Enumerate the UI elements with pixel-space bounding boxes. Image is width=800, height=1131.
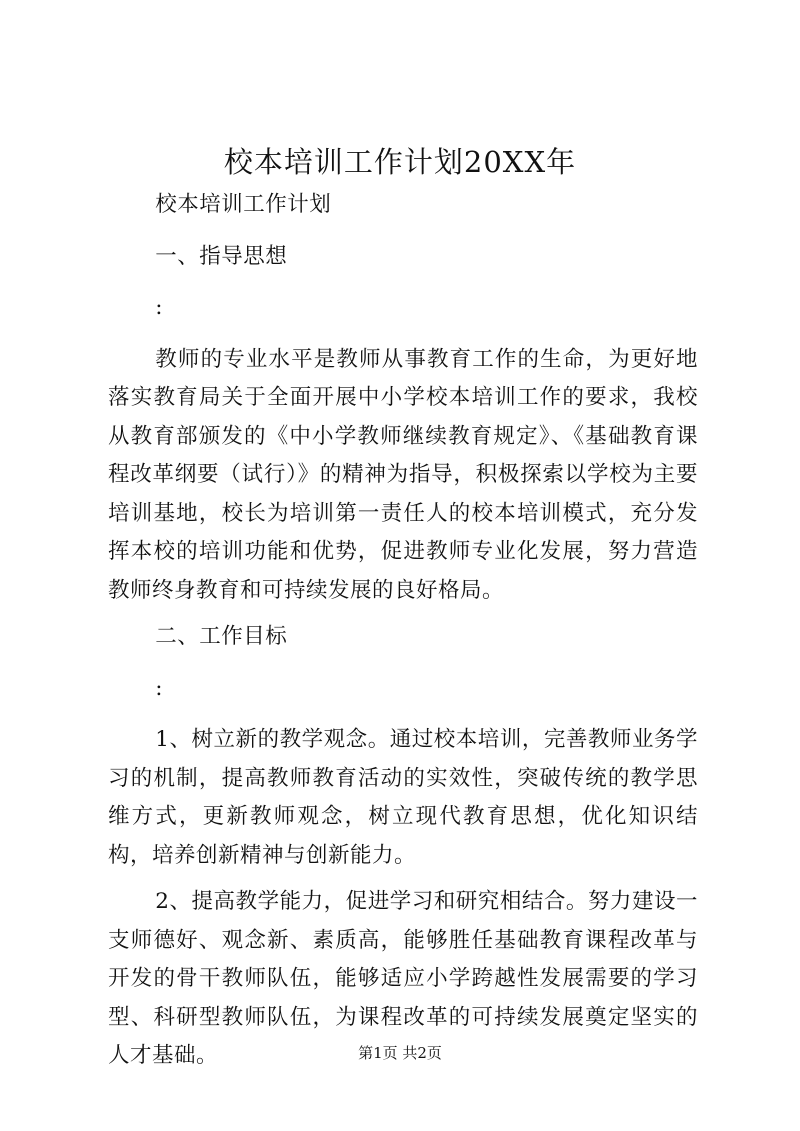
document-title: 校本培训工作计划20XX年 — [223, 145, 577, 179]
subtitle-paragraph: 校本培训工作计划 — [155, 192, 332, 217]
page-footer: 第1页 共2页 — [358, 1044, 442, 1062]
colon-line: : — [155, 675, 164, 701]
colon-line: : — [155, 295, 164, 320]
section-heading-work-goals: 二、工作目标 — [155, 624, 288, 649]
section-heading-guiding-ideology: 一、指导思想 — [155, 243, 288, 269]
document-body — [108, 186, 698, 1084]
body-paragraph: 2、提高教学能力，促进学习和研究相结合。努力建设一支师德好、观念新、素质高，能够胜任基础教育课程改革与开发的骨干教师队伍，能够适应小学跨越性发展需要的学习型、科研型教师队伍，为课程改革的可持续发展奠定坚实的人才基础。 — [108, 889, 698, 1068]
body-paragraph: 1、树立新的教学观念。通过校本培训，完善教师业务学习的机制，提高教师教育活动的实效性，突破传统的教学思维方式，更新教师观念，树立现代教育思想，优化知识结构，培养创新精神与创新能力。 — [108, 727, 698, 868]
body-paragraph: 教师的专业水平是教师从事教育工作的生命，为更好地落实教育局关于全面开展中小学校本培训工作的要求，我校从教育部颁发的《中小学教师继续教育规定》、《基础教育课程改革纲要（试行）》的精神为指导，积极探索以学校为主要培训基地，校长为培训第一责任人的校本培训模式，充分发挥本校的培训功能和优势，促进教师专业化发展，努力营造教师终身教育和可持续发展的良好格局。 — [108, 346, 698, 603]
